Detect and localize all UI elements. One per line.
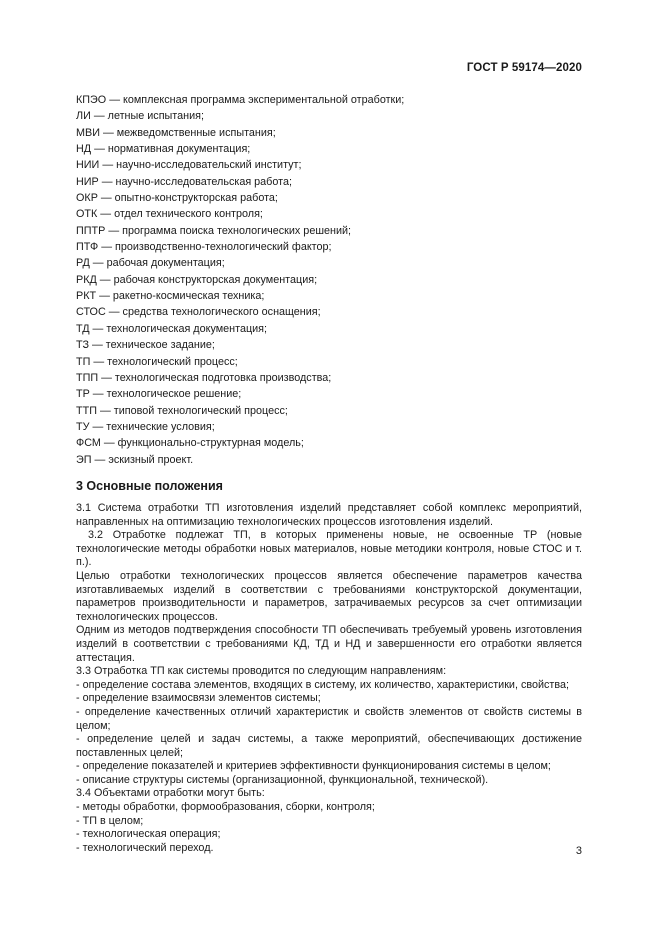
section-body <box>76 502 582 855</box>
list-item: - определение показателей и критериев эффективности функционирования системы в целом; <box>76 760 551 773</box>
paragraph: 3.4 Объектами отработки могут быть: <box>76 787 265 800</box>
abbreviation-item: ЛИ — летные испытания; <box>76 110 204 123</box>
list-item: - технологический переход. <box>76 841 214 854</box>
paragraph: 3.3 Отработка ТП как системы проводится по следующим направлениям: <box>76 665 447 678</box>
page-number: 3 <box>575 845 582 857</box>
abbreviation-item: ТР — технологическое решение; <box>76 388 242 401</box>
abbreviation-item: ЭП — эскизный проект. <box>76 453 194 466</box>
list-item: - описание структуры системы (организационной, функциональной, технической). <box>76 773 489 786</box>
abbreviation-item: РД — рабочая документация; <box>76 257 225 270</box>
abbreviation-item: СТОС — средства технологического оснащения; <box>76 306 321 319</box>
abbreviation-item: ПТФ — производственно-технологический фактор; <box>76 241 332 254</box>
list-item: - определение состава элементов, входящих в систему, их количество, характеристики, свойства; <box>76 678 569 691</box>
abbreviation-item: ТЗ — техническое задание; <box>76 339 215 352</box>
abbreviation-item: РКД — рабочая конструкторская документация; <box>76 273 318 286</box>
abbreviation-item: ППТР — программа поиска технологических решений; <box>76 224 352 237</box>
list-item: - ТП в целом; <box>76 814 144 827</box>
list-item: - определение качественных отличий характеристик и свойств элементов от свойств системы в целом; <box>76 705 582 732</box>
abbreviation-item: ОТК — отдел технического контроля; <box>76 208 263 221</box>
abbreviation-item: РКТ — ракетно-космическая техника; <box>76 290 265 303</box>
list-item: - методы обработки, формообразования, сборки, контроля; <box>76 801 375 814</box>
section-title: 3 Основные положения <box>76 479 223 493</box>
paragraph: Целью отработки технологических процессов является обеспечение параметров качества изготавливаемых изделий в соответствии с требованиями конструкторской документации, параметров производительности и параметров, затрачиваемых ресурсов за счет оптимизации технологических процессов. <box>76 569 582 623</box>
document-code: ГОСТ Р 59174—2020 <box>466 62 582 74</box>
abbreviation-item: ТП — технологический процесс; <box>76 355 238 368</box>
abbreviation-item: МВИ — межведомственные испытания; <box>76 126 276 139</box>
abbreviation-item: ТПП — технологическая подготовка производства; <box>76 371 332 384</box>
abbreviation-item: КПЭО — комплексная программа экспериментальной отработки; <box>76 94 405 106</box>
abbreviation-list <box>76 92 596 468</box>
abbreviation-item: НИИ — научно-исследовательский институт; <box>76 159 302 172</box>
abbreviation-item: ФСМ — функционально-структурная модель; <box>76 437 304 450</box>
abbreviation-item: ОКР — опытно-конструкторская работа; <box>76 192 278 205</box>
abbreviation-item: ТД — технологическая документация; <box>76 322 268 335</box>
list-item: - определение целей и задач системы, а также мероприятий, обеспечивающих достижение поставленных целей; <box>76 733 582 759</box>
paragraph: 3.2 Отработке подлежат ТП, в которых применены новые, не освоенные ТР (новые технологические методы обработки новых материалов, новые методики контроля, новые СТОС и т. п.). <box>76 529 582 569</box>
paragraph: Одним из методов подтверждения способности ТП обеспечивать требуемый уровень изготовления изделий в соответствии с требованиями КД, ТД и НД и завершенности его отработки является аттестация. <box>76 624 582 664</box>
abbreviation-item: ТУ — технические условия; <box>76 420 215 433</box>
paragraph: 3.1 Система отработки ТП изготовления изделий представляет собой комплекс мероприятий, направленных на оптимизацию технологических процессов изготовления изделий. <box>76 502 582 528</box>
abbreviation-item: НИР — научно-исследовательская работа; <box>76 175 292 188</box>
list-item: - определение взаимосвязи элементов системы; <box>76 692 321 705</box>
abbreviation-item: ТТП — типовой технологический процесс; <box>76 404 288 417</box>
abbreviation-item: НД — нормативная документация; <box>76 143 251 156</box>
list-item: - технологическая операция; <box>76 828 221 841</box>
